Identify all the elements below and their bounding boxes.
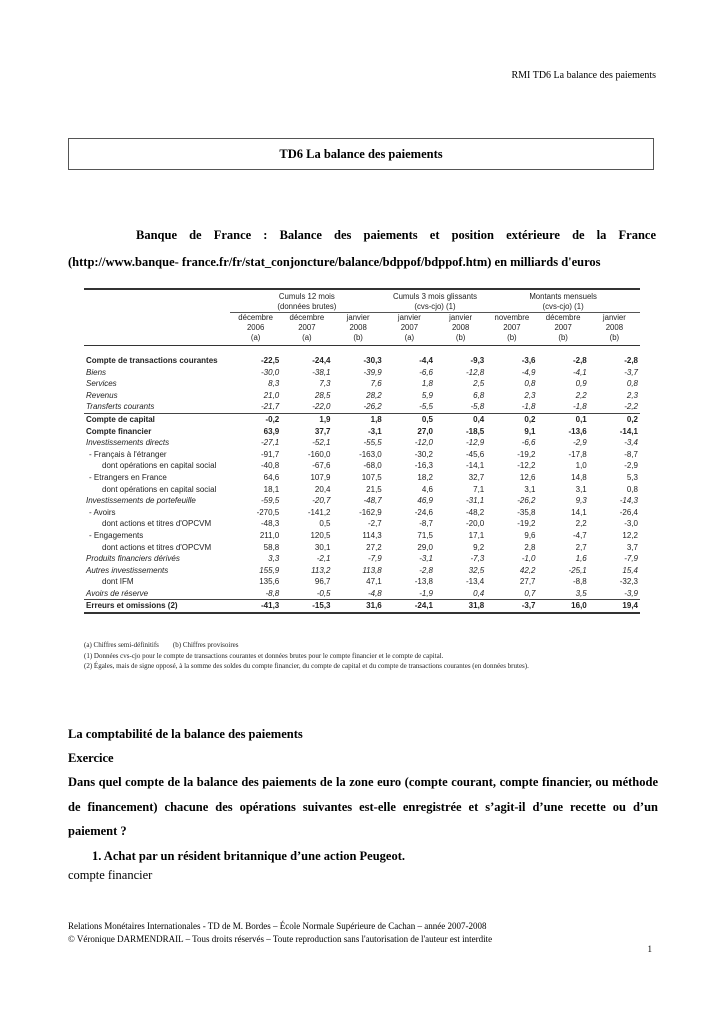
exercise-label: Exercice [68,751,114,765]
cell-value: -40,8 [261,461,280,471]
column-note: (b) [538,333,589,346]
column-month: janvier [384,313,435,324]
cell-value: 21,5 [366,484,382,494]
cell-value: 58,8 [263,542,280,552]
cell-value: -2,1 [316,554,331,564]
cell-value: -67,6 [312,461,331,471]
table-note: (a) Chiffres semi-définitifs (b) Chiffres provisoires [84,641,239,649]
cell-value: 46,9 [417,496,433,506]
cell-value: -13,8 [414,577,433,587]
cell-value: 5,9 [421,390,433,400]
cell-value: 1,6 [575,554,587,564]
column-month: janvier [435,313,486,324]
cell-value: 2,2 [575,390,587,400]
cell-value: 19,4 [589,600,640,613]
cell-value: 3,3 [268,554,280,564]
group-subheader-2: (cvs-cjo) (1) [414,302,456,311]
group-header-3: Montants mensuels [486,289,640,302]
cell-value: -12,9 [466,438,485,448]
column-note: (b) [589,333,640,346]
cell-value: -19,2 [517,519,536,529]
cell-value: -2,8 [419,565,433,575]
cell-value: -20,0 [466,519,485,529]
footer-line: Relations Monétaires Internationales - TD de M. Bordes – École Normale Supérieure de Cachan – année 2007-2008 [68,921,487,931]
column-note: (b) [333,333,384,346]
cell-value: 0,8 [626,484,638,494]
cell-value: -48,3 [261,519,280,529]
column-month: décembre [281,313,332,324]
cell-value: 20,4 [314,484,331,494]
cell-value: -6,6 [419,367,433,377]
table-row [84,565,640,577]
cell-value: -52,1 [312,438,331,448]
table-row [84,588,640,600]
column-note: (a) [230,333,281,346]
cell-value: 0,4 [435,413,486,425]
cell-value: -41,3 [230,600,281,613]
column-year: 2007 [554,323,572,332]
cell-value: -141,2 [307,507,331,517]
cell-value: -1,8 [521,402,536,412]
table-row [84,495,640,507]
cell-value: -18,5 [466,426,485,436]
row-label: Services [86,379,117,389]
cell-value: 30,1 [314,542,331,552]
cell-value: -3,1 [367,426,382,436]
cell-value: 17,1 [468,530,485,540]
cell-value: 2,3 [626,390,638,400]
cell-value: -7,3 [470,554,485,564]
table-note: (2) Égales, mais de signe opposé, à la somme des soldes du compte financier, du compte de capital et du compte de transactions courantes (en données brutes). [84,662,529,670]
cell-value: 42,2 [519,565,536,575]
cell-value: -68,0 [363,461,382,471]
row-label: Erreurs et omissions (2) [84,600,230,613]
cell-value: 2,8 [524,542,536,552]
row-label: dont actions et titres d'OPCVM [102,542,212,552]
column-year: 2007 [400,323,419,332]
cell-value: -17,8 [568,449,587,459]
cell-value: -13,4 [466,577,485,587]
cell-value: 1,8 [333,413,384,425]
cell-value: -1,8 [572,402,587,412]
column-month: décembre [538,313,589,324]
cell-value: 31,8 [435,600,486,613]
cell-value: -13,6 [568,426,587,436]
column-month: novembre [486,313,537,324]
row-label: dont actions et titres d'OPCVM [102,519,212,529]
cell-value: 0,8 [626,379,638,389]
cell-value: -162,9 [359,507,382,517]
cell-value: -9,3 [470,356,485,365]
column-month: décembre [230,313,281,324]
cell-value: 0,5 [384,413,435,425]
column-month: janvier [333,313,384,324]
cell-value: 0,9 [575,379,587,389]
table-row [84,413,640,425]
cell-value: -24,6 [414,507,433,517]
cell-value: 120,5 [310,530,331,540]
cell-value: -12,8 [466,367,485,377]
cell-value: 47,1 [366,577,382,587]
cell-value: -3,1 [419,554,433,564]
cell-value: 114,3 [362,530,382,540]
cell-value: -26,4 [619,507,638,517]
cell-value: -24,4 [312,356,331,365]
cell-value: -55,5 [363,438,382,448]
cell-value: -45,6 [466,449,485,459]
cell-value: -3,7 [624,367,638,377]
page-title [68,138,654,170]
group-subheader-1: (données brutes) [277,302,337,311]
row-label: Compte de transactions courantes [86,356,218,365]
cell-value: 113,2 [311,565,331,575]
cell-value: -30,0 [261,367,280,377]
balance-of-payments-table [84,288,640,614]
cell-value: -2,9 [624,461,638,471]
table-row [84,355,640,367]
column-year: 2008 [605,323,624,332]
row-label: Biens [86,367,107,377]
cell-value: -31,1 [466,496,485,506]
cell-value: 135,6 [259,577,280,587]
cell-value: -35,8 [517,507,536,517]
cell-value: -4,1 [572,367,587,377]
column-year: 2007 [503,323,521,332]
cell-value: 211,0 [259,530,280,540]
row-label: Avoirs de réserve [86,588,149,598]
column-note: (b) [486,333,537,346]
cell-value: -3,0 [624,519,638,529]
table-row [84,553,640,565]
cell-value: 107,5 [361,472,382,482]
column-year: 2008 [451,323,470,332]
table-row [84,390,640,402]
table-row [84,460,640,472]
cell-value: 2,2 [575,519,587,529]
cell-value: 0,5 [319,519,331,529]
cell-value: -38,1 [312,367,331,377]
cell-value: 18,2 [417,472,433,482]
cell-value: -16,3 [414,461,433,471]
cell-value: -26,2 [517,496,536,506]
cell-value: -22,0 [312,402,331,412]
section-heading: La comptabilité de la balance des paiements [68,727,303,741]
table-row [84,401,640,413]
cell-value: 28,2 [366,390,382,400]
table-row [84,437,640,449]
cell-value: -25,1 [568,565,587,575]
cell-value: 15,4 [622,565,638,575]
cell-value: -0,2 [230,413,281,425]
cell-value: -4,4 [419,356,433,365]
table-body [84,346,640,614]
cell-value: 9,2 [473,542,485,552]
page-footer [68,920,492,946]
table-row [84,449,640,461]
cell-value: -59,5 [261,496,280,506]
cell-value: -2,9 [572,438,587,448]
cell-value: 3,1 [524,484,536,494]
cell-value: 6,8 [473,390,485,400]
cell-value: 2,3 [524,390,536,400]
row-label: Produits financiers dérivés [86,554,180,564]
cell-value: -91,7 [261,449,280,459]
column-year: 2008 [349,323,367,332]
cell-value: 32,7 [468,472,485,482]
cell-value: 107,9 [310,472,331,482]
group-subheader-3: (cvs-cjo) (1) [542,302,584,311]
cell-value: -21,7 [261,402,280,412]
cell-value: 64,6 [263,472,280,482]
table-row [84,472,640,484]
page-number: 1 [647,944,652,954]
row-label: Autres investissements [86,565,169,575]
cell-value: -7,9 [367,554,382,564]
cell-value: -12,0 [414,438,433,448]
cell-value: 4,6 [421,484,433,494]
cell-value: -30,3 [363,356,382,365]
cell-value: 8,3 [268,379,280,389]
cell-value: 12,6 [519,472,536,482]
cell-value: 27,2 [366,542,382,552]
column-note: (b) [435,333,486,346]
row-label: Compte financier [86,426,152,436]
column-year: 2007 [298,323,316,332]
cell-value: 29,0 [417,542,433,552]
cell-value: 71,5 [417,530,433,540]
cell-value: 0,2 [486,413,537,425]
exercise-question: Dans quel compte de la balance des paiements de la zone euro (compte courant, compte financier, ou méthode de financement) chacune des opérations suivantes est-elle enregistrée et s’agit-il d’une recette ou d’un paiement ? [68,775,658,838]
cell-value: -22,5 [261,356,280,365]
table-row [84,507,640,519]
cell-value: -1,0 [521,554,536,564]
cell-value: 96,7 [314,577,331,587]
table-row [84,600,640,613]
table-note: (1) Données cvs-cjo pour le compte de transactions courantes et données brutes pour le compte financier et le compte de capital. [84,651,444,660]
table-row [84,484,640,496]
cell-value: -4,7 [572,530,587,540]
cell-value: 7,1 [473,484,485,494]
cell-value: 14,8 [571,472,587,482]
cell-value: -4,8 [367,588,382,598]
cell-value: -15,3 [281,600,332,613]
cell-value: -30,2 [414,449,433,459]
cell-value: 0,2 [589,413,640,425]
table-row [84,576,640,588]
cell-value: 9,1 [524,426,536,436]
exercise-answer: compte financier [68,868,153,882]
cell-value: -39,9 [363,367,382,377]
cell-value: -8,7 [624,449,638,459]
cell-value: 0,8 [524,379,536,389]
cell-value: 2,7 [575,542,587,552]
cell-value: -14,1 [619,426,638,436]
table-row [84,518,640,530]
row-label: dont opérations en capital social [102,461,217,471]
row-label: - Avoirs [89,507,116,517]
row-label: Compte de capital [84,413,230,425]
cell-value: -1,9 [419,588,433,598]
exercise-item: 1. Achat par un résident britannique d’une action Peugeot. [92,848,405,863]
cell-value: -2,7 [367,519,382,529]
cell-value: -48,7 [363,496,382,506]
cell-value: 0,1 [538,413,589,425]
group-header-1: Cumuls 12 mois [230,289,384,302]
cell-value: -24,1 [384,600,435,613]
column-month: janvier [589,313,640,324]
cell-value: 3,1 [575,484,587,494]
row-label: Investissements de portefeuille [86,496,196,506]
running-header: RMI TD6 La balance des paiements [511,70,656,81]
cell-value: 155,9 [259,565,280,575]
table-notes [84,640,529,672]
cell-value: 37,7 [314,426,331,436]
cell-value: -8,8 [572,577,587,587]
footer-copyright: © Véronique DARMENDRAIL – Tous droits réservés – Toute reproduction sans l'autorisation de l'auteur est interdite [68,934,493,944]
cell-value: -12,2 [517,461,536,471]
column-year: 2006 [246,323,265,332]
cell-value: 16,0 [538,600,589,613]
cell-value: 27,7 [519,577,536,587]
cell-value: -2,8 [572,356,587,365]
cell-value: -0,5 [316,588,331,598]
cell-value: -32,3 [619,577,638,587]
cell-value: 3,5 [575,588,587,598]
cell-value: 9,6 [524,530,536,540]
column-note: (a) [384,333,435,346]
table-row [84,378,640,390]
cell-value: 0,7 [524,588,536,598]
exercise-section [68,722,658,868]
cell-value: -3,4 [624,438,638,448]
cell-value: 32,5 [468,565,485,575]
cell-value: 0,4 [473,588,485,598]
cell-value: -48,2 [466,507,485,517]
cell-value: -3,9 [624,588,638,598]
cell-value: -3,6 [521,356,536,365]
cell-value: 7,6 [370,379,382,389]
row-label: - Engagements [89,530,144,540]
cell-value: 1,9 [281,413,332,425]
cell-value: -2,2 [624,402,638,412]
cell-value: -7,9 [624,554,638,564]
cell-value: 3,7 [626,542,638,552]
row-label: dont IFM [102,577,134,587]
cell-value: 63,9 [263,426,280,436]
cell-value: -2,8 [624,356,638,365]
page-title-text: TD6 La balance des paiements [279,146,443,161]
column-note: (a) [281,333,332,346]
cell-value: -5,5 [419,402,433,412]
cell-value: 7,3 [319,379,331,389]
row-label: Transferts courants [86,402,155,412]
cell-value: 28,5 [314,390,331,400]
cell-value: -8,7 [419,519,433,529]
cell-value: 1,0 [575,461,587,471]
cell-value: 14,1 [571,507,587,517]
cell-value: -26,2 [363,402,382,412]
cell-value: -6,6 [521,438,536,448]
cell-value: 21,0 [263,390,280,400]
cell-value: -20,7 [312,496,331,506]
row-label: - Etrangers en France [89,472,167,482]
intro-paragraph: Banque de France : Balance des paiements et position extérieure de la France (http://www.banque- france.fr/fr/stat_conjoncture/balance/bdppof/bdppof.htm) en milliards d'euros [68,228,656,269]
table-row [84,367,640,379]
table-row [84,542,640,554]
row-label: Investissements directs [86,438,170,448]
row-label: Revenus [86,390,118,400]
cell-value: -8,8 [265,588,280,598]
cell-value: -27,1 [261,438,280,448]
cell-value: 113,8 [362,565,382,575]
cell-value: -14,3 [619,496,638,506]
cell-value: 27,0 [417,426,433,436]
table-row [84,426,640,438]
cell-value: -4,9 [521,367,536,377]
table-header [84,289,640,346]
cell-value: -14,1 [466,461,485,471]
row-label: - Français à l'étranger [89,449,167,459]
cell-value: 5,3 [626,472,638,482]
cell-value: 2,5 [473,379,485,389]
cell-value: -160,0 [307,449,331,459]
cell-value: 12,2 [622,530,638,540]
cell-value: -5,8 [470,402,485,412]
cell-value: -3,7 [486,600,537,613]
cell-value: -19,2 [517,449,536,459]
row-label: dont opérations en capital social [102,484,217,494]
cell-value: 18,1 [263,484,280,494]
cell-value: 1,8 [421,379,433,389]
cell-value: -163,0 [359,449,382,459]
table-row [84,530,640,542]
cell-value: 9,3 [575,496,587,506]
cell-value: 31,6 [333,600,384,613]
cell-value: -270,5 [256,507,280,517]
group-header-2: Cumuls 3 mois glissants [384,289,487,302]
